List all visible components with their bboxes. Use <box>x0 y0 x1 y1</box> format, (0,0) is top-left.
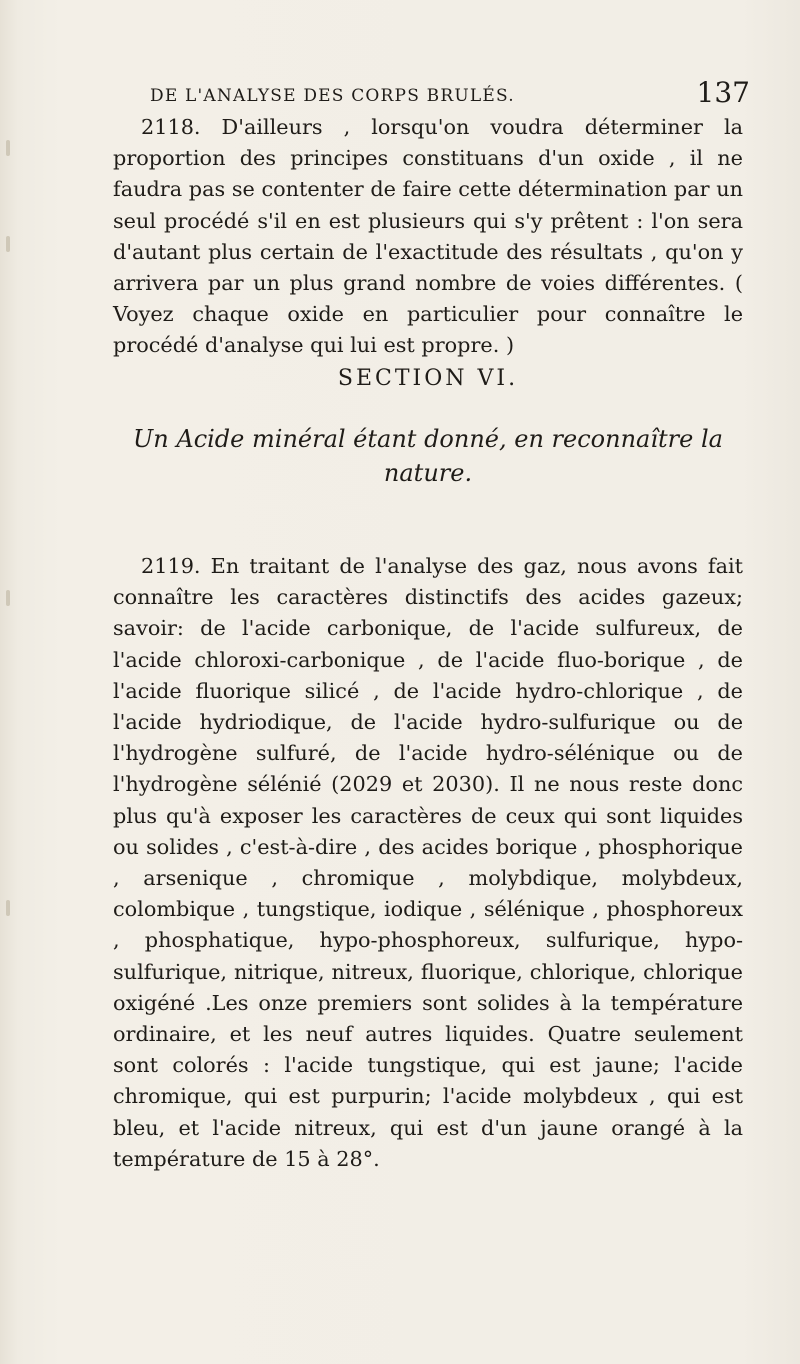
gutter-shadow <box>6 140 10 156</box>
paragraph-2118: 2118. D'ailleurs , lorsqu'on voudra déterminer la proportion des principes constituans d'un oxide , il ne faudra pas se contenter de faire cette détermination par un seul procédé s'il en est plusieurs qui s'y prêtent : l'on sera d'autant plus certain de l'exactitude des résultats , qu'on y arrivera par un plus grand nombre de voies différentes. ( Voyez chaque oxide en particulier pour connaître le procédé d'analyse qui lui est propre. ) <box>113 115 743 358</box>
paragraph-2119-block <box>113 551 743 1175</box>
gutter-shadow <box>6 900 10 916</box>
paragraph-2119: 2119. En traitant de l'analyse des gaz, nous avons fait connaître les caractères distinctifs des acides gazeux; savoir: de l'acide carbonique, de l'acide sulfureux, de l'acide chloroxi-carbonique , de l'acide fluo-borique , de l'acide fluorique silicé , de l'acide hydro-chlorique , de l'acide hydriodique, de l'acide hydro-sulfurique ou de l'hydrogène sulfuré, de l'acide hydro-sélénique ou de l'hydrogène sélénié (2029 et 2030). Il ne nous reste donc plus qu'à exposer les caractères de ceux qui sont liquides ou solides , c'est-à-dire , des acides borique , phosphorique , arsenique , chromique , molybdique, molybdeux, colombique , tungstique, iodique , sélénique , phosphoreux , phosphatique, hypo-phosphoreux, sulfurique, hypo-sulfurique, nitrique, nitreux, fluorique, chlorique, chlorique oxigéné .Les onze premiers sont solides à la température ordinaire, et les neuf autres liquides. Quatre seulement sont colorés : l'acide tungstique, qui est jaune; l'acide chromique, qui est purpurin; l'acide molybdeux , qui est bleu, et l'acide nitreux, qui est d'un jaune orangé à la température de 15 à 28°. <box>113 554 743 1171</box>
gutter-shadow <box>6 236 10 252</box>
gutter-shadow <box>6 590 10 606</box>
section-subtitle: Un Acide minéral étant donné, en reconnaître la nature. <box>133 425 723 487</box>
running-header <box>150 76 750 116</box>
section-heading: SECTION VI. <box>337 366 519 391</box>
running-title: DE L'ANALYSE DES CORPS BRULÉS. <box>150 86 515 106</box>
paragraph-2118-block <box>113 112 743 362</box>
page-number: 137 <box>696 76 750 109</box>
